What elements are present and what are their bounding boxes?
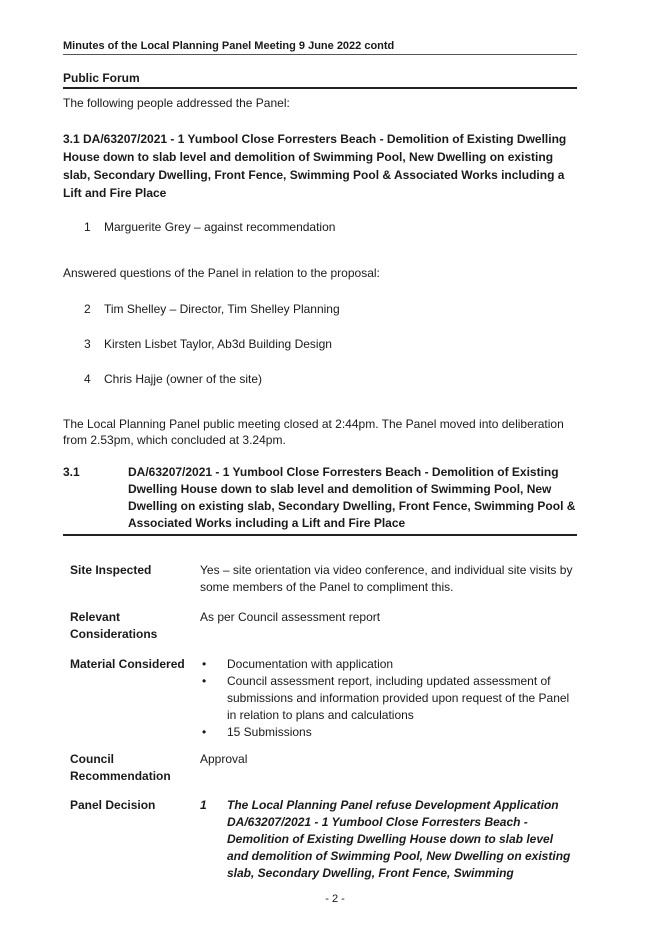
list-number: 2 <box>84 302 91 316</box>
list-item: • Council assessment report, including updated assessment of submissions and information provided upon request of the Panel in relation to plans and calculations <box>200 673 577 724</box>
row-value <box>200 797 577 882</box>
list-number: 3 <box>84 337 91 351</box>
list-item <box>84 301 340 317</box>
row-value: Yes – site orientation via video conference, and individual site visits by some members of the Panel to compliment this. <box>200 563 573 594</box>
decision-number: 1 <box>200 798 207 812</box>
agenda-item-title: DA/63207/2021 - 1 Yumbool Close Forresters Beach - Demolition of Existing Dwelling House down to slab level and demolition of Swimming Pool, New Dwelling on existing slab, Secondary Dwelling, Front Fence, Swimming Pool & Associated Works including a Lift and Fire Place <box>128 465 576 530</box>
list-number: 1 <box>84 220 91 234</box>
list-item: • Documentation with application <box>200 656 577 673</box>
row-label: Council Recommendation <box>70 752 171 783</box>
intro-text: The following people addressed the Panel: <box>63 96 290 110</box>
list-text: Chris Hajje (owner of the site) <box>104 372 263 386</box>
item-title: 3.1 DA/63207/2021 - 1 Yumbool Close Forresters Beach - Demolition of Existing Dwelling House down to slab level and demolition of Swimming Pool, New Dwelling on existing slab, Secondary Dwelling, Front Fence, Swimming Pool & Associated Works including a Lift and Fire Place <box>63 132 567 200</box>
list-item <box>84 336 332 352</box>
page-number: - 2 - <box>325 893 345 905</box>
running-header: Minutes of the Local Planning Panel Meeting 9 June 2022 contd <box>63 40 577 55</box>
agenda-item-number: 3.1 <box>63 465 80 479</box>
list-text: Marguerite Grey – against recommendation <box>104 220 336 234</box>
agenda-item-heading <box>63 464 577 536</box>
list-text: Tim Shelley – Director, Tim Shelley Planning <box>104 302 340 316</box>
list-number: 4 <box>84 372 91 386</box>
material-list <box>200 656 577 741</box>
panel-decision <box>200 797 577 882</box>
row-value <box>200 656 577 741</box>
row-label: Material Considered <box>70 657 185 671</box>
decision-text: The Local Planning Panel refuse Development Application DA/63207/2021 - 1 Yumbool Close Forresters Beach - Demolition of Existing Dwelling House down to slab level and demolition of Swimming Pool, New Dwelling on existing slab, Secondary Dwelling, Front Fence, Swimming <box>227 798 571 880</box>
row-value: Approval <box>200 752 248 766</box>
row-label: Relevant Considerations <box>70 610 158 641</box>
list-item <box>84 371 262 387</box>
list-item: • 15 Submissions <box>200 724 577 741</box>
row-value: As per Council assessment report <box>200 610 381 624</box>
answered-intro: Answered questions of the Panel in relation to the proposal: <box>63 266 380 280</box>
closing-text: The Local Planning Panel public meeting closed at 2:44pm. The Panel moved into deliberation from 2.53pm, which concluded at 3.24pm. <box>63 417 564 447</box>
row-label: Site Inspected <box>70 563 152 577</box>
section-heading: Public Forum <box>63 71 577 89</box>
row-label: Panel Decision <box>70 798 156 812</box>
list-item <box>84 219 335 235</box>
list-text: Kirsten Lisbet Taylor, Ab3d Building Design <box>104 337 332 351</box>
